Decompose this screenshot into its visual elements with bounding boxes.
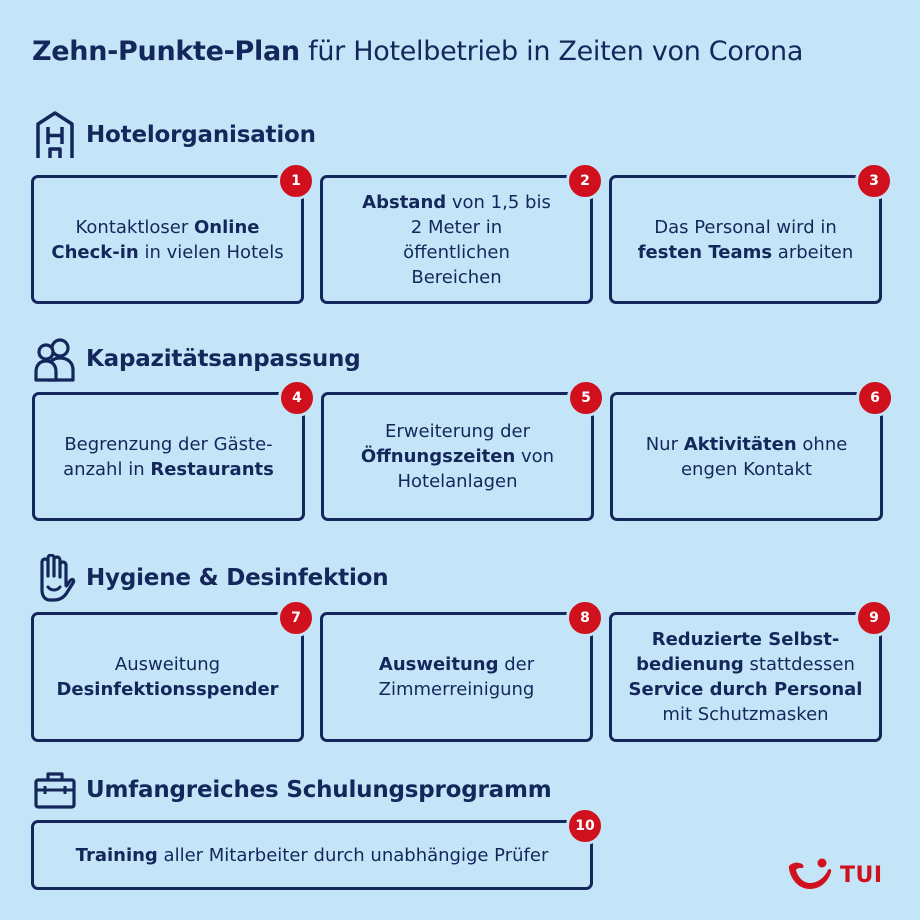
number-badge: 6 <box>856 379 894 417</box>
card-text-part: von 1,5 bis 2 Meter in öffentlichen Bereichen <box>403 191 551 288</box>
section-schulungsprogramm <box>32 765 552 815</box>
card-1 <box>31 172 304 304</box>
number-badge: 5 <box>567 379 605 417</box>
card-text-bold: festen Teams <box>637 241 773 263</box>
number-badge: 1 <box>277 162 315 200</box>
title-bold: Zehn-Punkte-Plan <box>32 36 300 67</box>
card-text-bold: Ausweitung <box>378 654 499 675</box>
hotel-icon <box>32 110 78 160</box>
logo-name: TUI <box>840 862 883 888</box>
card-text-part: in vielen Hotels <box>138 241 284 263</box>
card-text-part: Ausweitung <box>114 654 221 675</box>
number-badge: 9 <box>855 599 893 637</box>
section-label: Hotelorganisation <box>86 122 316 148</box>
card-text <box>42 215 293 265</box>
card-2 <box>320 172 593 304</box>
card-text-part: der Zimmerreinigung <box>378 654 535 700</box>
card-text-bold: Desinfektionsspender <box>56 679 279 700</box>
card-7 <box>31 609 304 742</box>
card-text-part: aller Mitarbeiter durch unabhängige Prüfer <box>157 844 549 866</box>
card-9 <box>609 609 882 742</box>
card-text <box>620 627 871 727</box>
card-text-bold: Training <box>75 844 158 866</box>
card-text <box>76 843 549 868</box>
card-6 <box>610 389 883 521</box>
section-hygiene <box>32 553 388 603</box>
card-text-part: stattdessen <box>743 654 855 675</box>
card-text-part: Nur <box>645 433 684 455</box>
number-badge: 2 <box>566 162 604 200</box>
hand-icon <box>32 553 78 603</box>
page-title <box>32 36 803 67</box>
card-text <box>332 419 583 494</box>
card-text-bold: Online Check-in <box>51 216 260 263</box>
briefcase-icon <box>32 765 78 815</box>
section-kapazitaetsanpassung <box>32 334 360 384</box>
section-label: Kapazitätsanpassung <box>86 346 361 372</box>
card-4 <box>32 389 305 521</box>
card-text-bold: Reduzierte Selbst-bedienung <box>636 629 840 675</box>
card-text-bold: Öffnungszeiten <box>360 446 516 467</box>
tui-smile-icon <box>788 856 832 894</box>
card-10 <box>31 817 595 890</box>
card-text-part: von Hotelanlagen <box>397 446 555 492</box>
card-text <box>331 652 582 702</box>
number-badge: 4 <box>278 379 316 417</box>
card-text <box>43 432 294 482</box>
card-text-part: arbeiten <box>772 241 854 263</box>
number-badge: 10 <box>566 807 604 845</box>
tui-logo <box>788 856 883 894</box>
card-text-bold: Restaurants <box>150 458 274 480</box>
card-8 <box>320 609 593 742</box>
card-text <box>621 432 872 482</box>
section-label: Hygiene & Desinfektion <box>86 565 389 591</box>
number-badge: 7 <box>277 599 315 637</box>
section-hotelorganisation <box>32 110 316 160</box>
section-label: Umfangreiches Schulungsprogramm <box>86 777 552 803</box>
card-3 <box>609 172 882 304</box>
card-5 <box>321 389 594 521</box>
number-badge: 8 <box>566 599 604 637</box>
card-text-part: Das Personal wird in <box>654 216 837 238</box>
card-text-part: mit Schutzmasken <box>662 704 829 725</box>
card-text <box>357 190 557 290</box>
card-text <box>42 652 293 702</box>
card-text-bold: Service durch Personal <box>628 679 863 700</box>
card-text <box>620 215 871 265</box>
card-text-bold: Abstand <box>362 191 447 213</box>
card-text-part: ohne engen Kontakt <box>680 433 848 480</box>
card-text-bold: Aktivitäten <box>683 433 797 455</box>
card-text-part: Kontaktloser <box>75 216 194 238</box>
card-text-part: Begrenzung der Gäste-anzahl in <box>63 433 273 480</box>
title-rest: für Hotelbetrieb in Zeiten von Corona <box>299 36 804 67</box>
number-badge: 3 <box>855 162 893 200</box>
people-icon <box>32 334 78 384</box>
card-text-part: Erweiterung der <box>385 421 530 442</box>
